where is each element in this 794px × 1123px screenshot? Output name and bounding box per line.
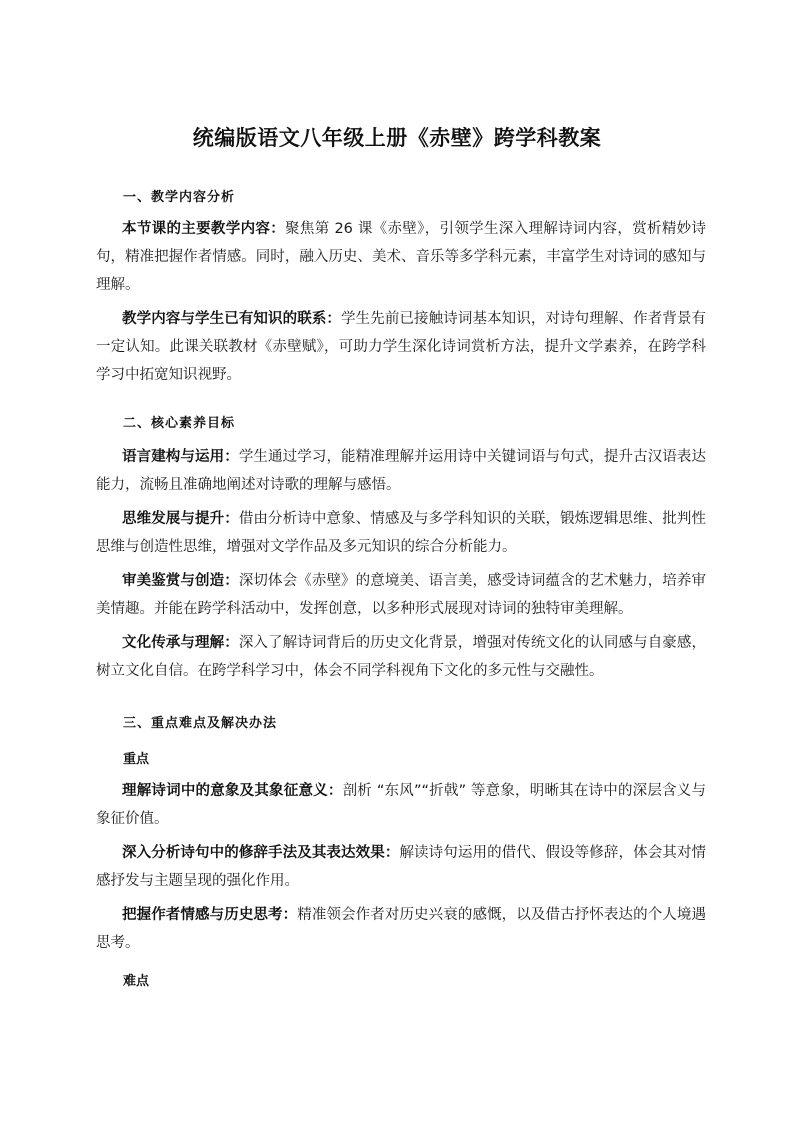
paragraph-lead: 教学内容与学生已有知识的联系： [122, 311, 342, 327]
paragraph-text: 解读诗句运用的借代、假设等修辞，体会其对情感抒发与主题呈现的强化作用。 [96, 845, 707, 889]
paragraph-emotion [96, 901, 706, 957]
section-heading-core-literacy: 二、核心素养目标 [123, 416, 236, 431]
document-title: 统编版语文八年级上册《赤壁》跨学科教案 [192, 126, 602, 150]
section-heading-key-points: 三、重点难点及解决办法 [123, 716, 278, 731]
paragraph-lead: 理解诗词中的意象及其象征意义： [122, 783, 343, 799]
paragraph-lead: 思维发展与提升： [122, 511, 239, 527]
paragraph-lead: 文化传承与理解： [122, 635, 239, 651]
paragraph-aesthetics [96, 567, 706, 623]
section-heading-content-analysis: 一、教学内容分析 [123, 190, 236, 205]
paragraph-text: 学生通过学习，能精准理解并运用诗中关键词语与句式，提升古汉语表达能力，流畅且准确地阐述对诗歌的理解与感悟。 [96, 449, 707, 493]
paragraph-text: 深入了解诗词背后的历史文化背景，增强对传统文化的认同感与自豪感，树立文化自信。在跨学科学习中，体会不同学科视角下文化的多元性与交融性。 [96, 635, 707, 679]
paragraph-text: 借由分析诗中意象、情感及与多学科知识的关联，锻炼逻辑思维、批判性思维与创造性思维，增强对文学作品及多元知识的综合分析能力。 [96, 511, 707, 555]
paragraph-lead: 本节课的主要教学内容： [122, 221, 286, 237]
paragraph-lead: 深入分析诗句中的修辞手法及其表达效果： [122, 845, 400, 861]
paragraph-thinking [96, 505, 706, 561]
paragraph-text: 深切体会《赤壁》的意境美、语言美，感受诗词蕴含的艺术魅力，培养审美情趣。并能在跨学科活动中，发挥创意，以多种形式展现对诗词的独特审美理解。 [96, 573, 707, 617]
paragraph-language [96, 443, 706, 499]
paragraph-lead: 把握作者情感与历史思考： [122, 907, 298, 923]
subheading-difficult: 难点 [123, 974, 150, 989]
paragraph-text: 精准领会作者对历史兴衰的感慨，以及借古抒怀表达的个人境遇思考。 [96, 907, 707, 951]
subheading-key: 重点 [123, 752, 150, 767]
paragraph-text: 剖析 “东风”“折戟” 等意象，明晰其在诗中的深层含义与象征价值。 [96, 783, 707, 827]
paragraph-text: 聚焦第 26 课《赤壁》，引领学生深入理解诗词内容，赏析精妙诗句，精准把握作者情感。同时，融入历史、美术、音乐等多学科元素，丰富学生对诗词的感知与理解。 [96, 221, 706, 293]
paragraph-main-content [96, 215, 706, 299]
paragraph-lead: 语言建构与运用： [122, 449, 239, 465]
paragraph-rhetoric [96, 839, 706, 895]
paragraph-text: 学生先前已接触诗词基本知识，对诗句理解、作者背景有一定认知。此课关联教材《赤壁赋》，可助力学生深化诗词赏析方法，提升文学素养，在跨学科学习中拓宽知识视野。 [96, 311, 707, 383]
paragraph-culture [96, 629, 706, 685]
paragraph-imagery [96, 777, 706, 833]
paragraph-lead: 审美鉴赏与创造： [122, 573, 239, 589]
paragraph-prior-knowledge [96, 305, 706, 389]
